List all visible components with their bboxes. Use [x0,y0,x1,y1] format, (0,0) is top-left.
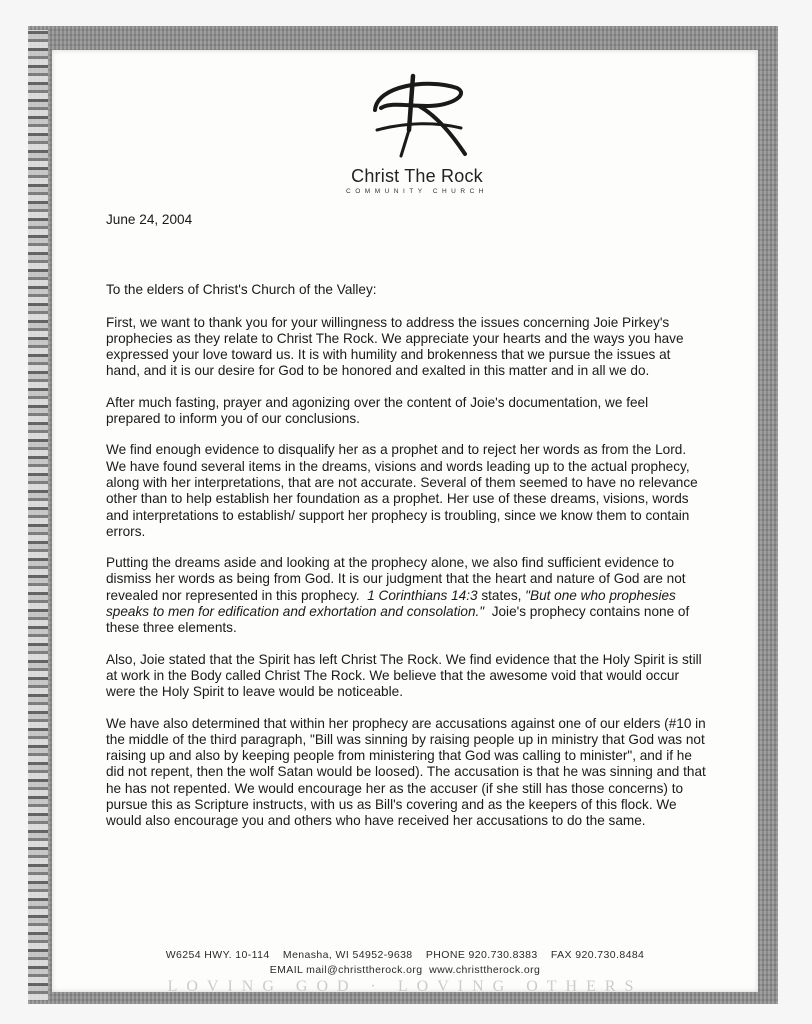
paragraph-5: Also, Joie stated that the Spirit has left Christ The Rock. We find evidence that the Holy Spirit is still at work in the Body called Christ The Rock. We believe that the awesome void that would occur were the Holy Spirit to leave would be noticeable. [106,651,702,700]
footer-fax: FAX 920.730.8484 [550,949,645,961]
church-subtitle: COMMUNITY CHURCH [346,188,488,195]
paragraph-4-text: Putting the dreams aside and looking at the prophecy alone, we also find sufficient evidence to dismiss her words as being from God. It is our judgment that the heart and nature of God are not revealed nor represented in this prophecy. [106,555,686,603]
letter-salutation: To the elders of Christ's Church of the Valley: [106,282,377,298]
letter-page [52,50,758,992]
paragraph-6: We have also determined that within her prophecy are accusations against one of our elders (#10 in the middle of the third paragraph, "Bill was sinning by raising people up in ministry that God was not raising up and also by keeping people from ministering that God was calling to minister", and if he did not repent, then the wolf Satan would be loosed). The accusation is that he was sinning and that he has not repented. We would encourage her as the accuser (if she still has those concerns) to pursue this as Scripture instructs, with us as Bill's covering and as the keepers of this flock. We would also encourage you and others who have received her accusations to do the same. [106,715,706,829]
footer-motto: LOVING GOD · LOVING OTHERS [167,978,643,992]
paragraph-1: First, we want to thank you for your willingness to address the issues concerning Joie Pirkey's prophecies as they relate to Christ The Rock. We appreciate your hearts and the ways you have expressed your love toward us. It is with humility and brokenness that we pursue the issues at hand, and it is our desire for God to be honored and exalted in this matter and in all we do. [106,314,684,379]
letter-date: June 24, 2004 [106,212,193,227]
paragraph-4-states: states, [481,587,522,603]
scripture-reference: 1 Corinthians 14:3 [367,587,478,603]
church-letterhead [317,72,517,202]
letterhead-footer [52,948,758,978]
scripture-quote: "But one who prophesies speaks to men for edification and exhortation and consolation." [106,587,676,620]
paragraph-2: After much fasting, prayer and agonizing over the content of Joie's documentation, we feel prepared to inform you of our conclusions. [106,394,649,427]
footer-city: Menasha, WI 54952-9638 [282,949,413,961]
footer-address: W6254 HWY. 10-114 [165,949,270,961]
paragraph-4 [106,555,706,636]
footer-email: EMAIL mail@christtherock.org [269,964,423,976]
footer-phone: PHONE 920.730.8383 [425,949,538,961]
letter-body [106,212,706,845]
church-logo-icon [357,72,477,164]
church-name: Christ The Rock [351,166,483,186]
footer-website: www.christtherock.org [429,964,541,976]
paragraph-3: We find enough evidence to disqualify her as a prophet and to reject her words as from the Lord. We have found several items in the dreams, visions and words leading up to the actual prophecy, along with her interpretations, that are not accurate. Several of them seemed to have no relevance other than to help establish her foundation as a prophet. Her use of these dreams, visions, words and interpretations to establish/ support her prophecy is troubling, since we know them to contain errors. [106,442,698,539]
paragraph-4-conclusion: Joie's prophecy contains none of these three elements. [106,604,690,636]
spiral-binding [28,30,48,1000]
